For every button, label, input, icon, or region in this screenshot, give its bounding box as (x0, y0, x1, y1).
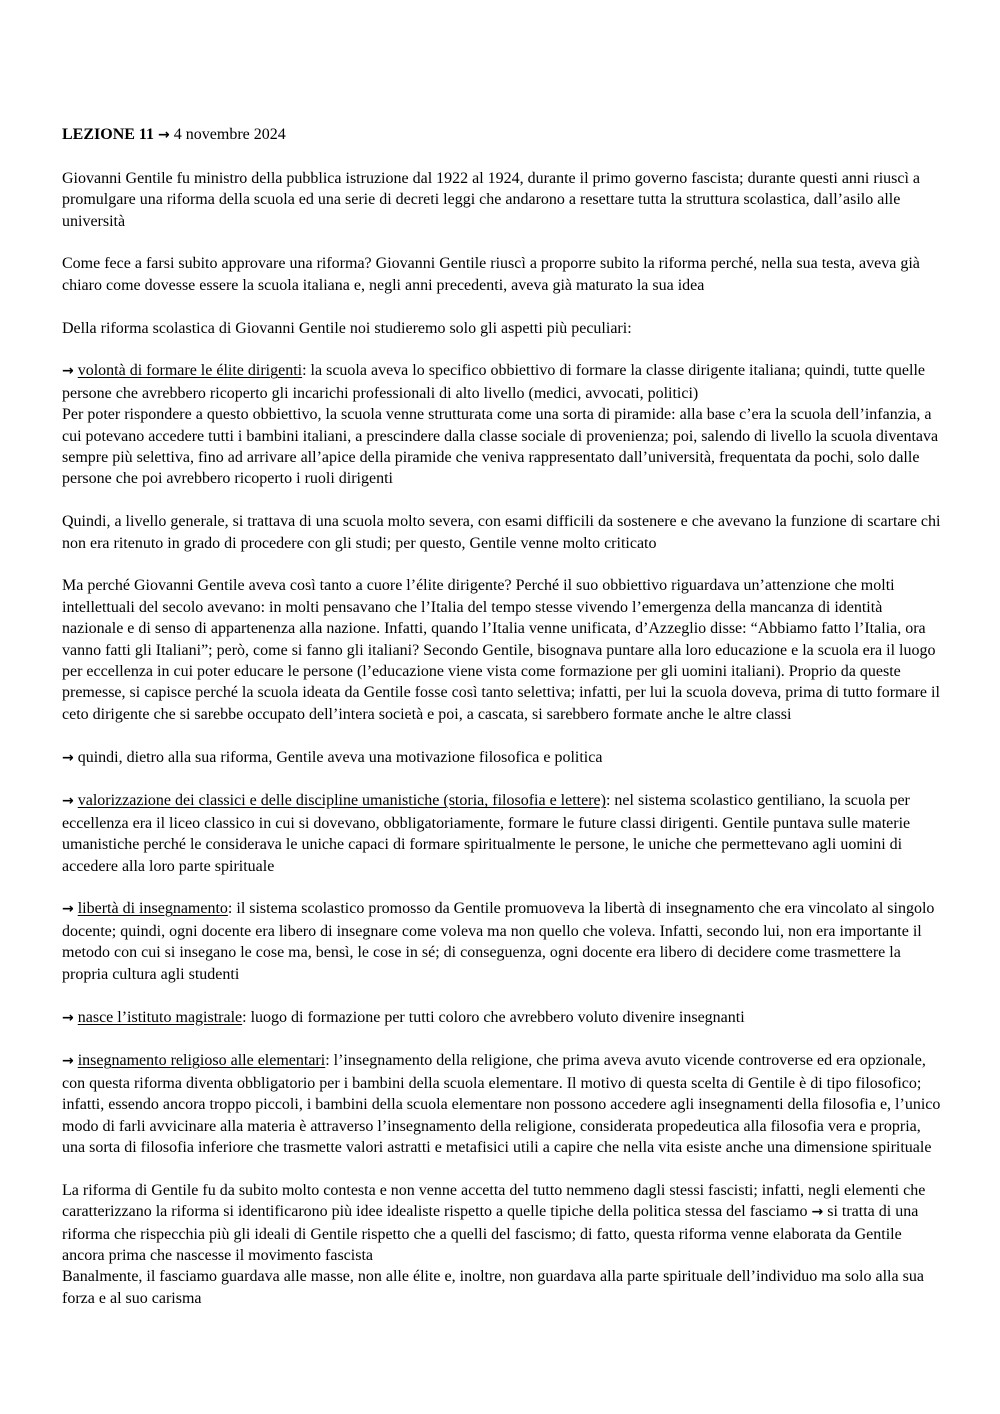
lesson-date: 4 novembre 2024 (173, 126, 286, 143)
lesson-label: LEZIONE 11 (62, 126, 155, 143)
point-heading: insegnamento religioso alle elementari (77, 1052, 326, 1070)
point-heading: nasce l’istituto magistrale (77, 1008, 243, 1026)
closing-text: La riforma di Gentile fu da subito molto contesta e non venne accetta del tutto nemmeno dagli stessi fascisti; infatti, negli elementi che caratterizzano la riforma si identificarono più idee idealiste rispetto a quelle tipiche della politica stessa del fasciamo (62, 1181, 926, 1221)
arrow-right-icon: → (811, 1204, 824, 1221)
point-text: : il sistema scolastico promosso da Gentile promuoveva la libertà di insegnamento che era vincolato al singolo docente; quindi, ogni docente era libero di insegnare come voleva ma non quello che voleva. Infatti, secondo lui, non era importante il metodo con cui si insegano le cose ma, bensì, le cose in sé; di conseguenza, ogni docente era libero di decidere come trasmettere la propria cultura agli studenti (62, 900, 935, 983)
point-elite (62, 360, 942, 404)
paragraph-severity: Quindi, a livello generale, si trattava di una scuola molto severa, con esami difficili da sostenere e che avevano la funzione di scartare chi non era ritenuto in grado di procedere con gli studi; per questo, Gentile venne molto criticato (62, 513, 941, 552)
paragraph-intro: Giovanni Gentile fu ministro della pubblica istruzione dal 1922 al 1924, durante il primo governo fascista; durante questi anni riuscì a promulgare una riforma della scuola ed una serie di decreti leggi che andarono a resettare tutta la struttura scolastica, dall’asilo alle università (62, 169, 921, 230)
point-text: : luogo di formazione per tutti coloro che avrebbero voluto divenire insegnanti (242, 1008, 745, 1026)
arrow-right-icon: → (62, 1009, 74, 1026)
paragraph-approval: Come fece a farsi subito approvare una riforma? Giovanni Gentile riuscì a proporre subito la riforma perché, nella sua testa, aveva già chiaro come dovesse essere la scuola italiana e, negli anni precedenti, aveva già maturato la sua idea (62, 255, 920, 294)
point-text: : la scuola aveva lo specifico obbiettivo di formare la classe dirigente italiana; quindi, tutte quelle persone che avrebbero ricoperto gli incarichi professionali di alto livello (medici, avvocati, politici) (62, 362, 926, 402)
point-magistrale (62, 1007, 942, 1029)
lesson-title (62, 124, 942, 146)
paragraph-closing (62, 1180, 942, 1267)
point-text: : l’insegnamento della religione, che prima aveva avuto vicende controverse ed era opzionale, con questa riforma diventa obbligatorio per i bambini della scuola elementare. Il motivo di questa scelta di Gentile è di tipo filosofico; infatti, essendo ancora troppo piccoli, i bambini della scuola elementare non possono accedere agli insegnamenti della filosofia e, l’unico modo di farli avvicinare alla materia è attraverso l’insegnamento della religione, considerata propedeutica alla filosofia vera e propria, una sorta di filosofia inferiore che trasmette valori astratti e metafisici utili a capire che nella vita esiste anche una dimensione spirituale (62, 1052, 941, 1156)
arrow-right-icon: → (62, 749, 74, 766)
point-religion (62, 1050, 942, 1158)
closing-text: si tratta di una riforma che rispecchia più gli ideali di Gentile rispetto che a quelli del fascismo; di fatto, questa riforma venne elaborata da Gentile ancora prima che nascesse il movimento fascista (62, 1203, 919, 1264)
paragraph-aspects: Della riforma scolastica di Giovanni Gentile noi studieremo solo gli aspetti più peculiari: (62, 319, 632, 337)
arrow-right-icon: → (158, 127, 170, 143)
point-heading: libertà di insegnamento (77, 900, 228, 918)
point-freedom (62, 898, 942, 985)
arrow-right-icon: → (62, 363, 74, 380)
paragraph-motivation: Ma perché Giovanni Gentile aveva così tanto a cuore l’élite dirigente? Perché il suo obbiettivo riguardava un’attenzione che molti intellettuali del secolo avevano: in molti pensavano che l’Italia del tempo stesse vivendo l’emergenza della mancanza di identità nazionale e di senso di appartenenza alla nazione. Infatti, quando l’Italia venne unificata, d’Azzeglio disse: “Abbiamo fatto l’Italia, ora vanno fatti gli Italiani”; però, come si fanno gli italiani? Secondo Gentile, bisognava puntare alla loro educazione e la scuola era il luogo per eccellenza in cui poter educare le persone (l’educazione viene vista come formazione per gli uomini italiani). Proprio da queste premesse, si capisce perché la scuola ideata da Gentile fosse così tanto selettiva; infatti, per lui la scuola doveva, prima di tutto formare il ceto dirigente che si sarebbe occupato dell’intera società e poi, a cascata, si sarebbero formate anche le altre classi (62, 577, 940, 723)
arrow-right-icon: → (62, 793, 74, 810)
point-classics (62, 790, 942, 877)
arrow-right-icon: → (62, 901, 74, 918)
note-text: quindi, dietro alla sua riforma, Gentile aveva una motivazione filosofica e politica (77, 748, 603, 766)
point-heading: valorizzazione dei classici e delle discipline umanistiche (storia, filosofia e lettere) (77, 792, 606, 810)
arrow-right-icon: → (62, 1053, 74, 1070)
paragraph-final: Banalmente, il fasciamo guardava alle masse, non alle élite e, inoltre, non guardava alla parte spirituale dell’individuo ma solo alla sua forza e al suo carisma (62, 1268, 924, 1307)
point-text: : nel sistema scolastico gentiliano, la scuola per eccellenza era il liceo classico in cui si dovevano, obbligatoriamente, formare le future classi dirigenti. Gentile puntava sulle materie umanistiche perché le considerava le uniche capaci di formare spiritualmente le persone, le uniche che permettevano agli uomini di accedere alla loro parte spirituale (62, 792, 911, 875)
note-philosophical (62, 747, 942, 769)
point-elite-continuation: Per poter rispondere a questo obbiettivo, la scuola venne strutturata come una sorta di piramide: alla base c’era la scuola dell’infanzia, a cui potevano accedere tutti i bambini italiani, a prescindere dalla classe sociale di provenienza; poi, salendo di livello la scuola diventava sempre più selettiva, fino ad arrivare all’apice della piramide che veniva rappresentato dall’università, frequentata da pochi, solo dalle persone che poi avrebbero ricoperto i ruoli dirigenti (62, 406, 939, 488)
point-heading: volontà di formare le élite dirigenti (77, 362, 303, 380)
